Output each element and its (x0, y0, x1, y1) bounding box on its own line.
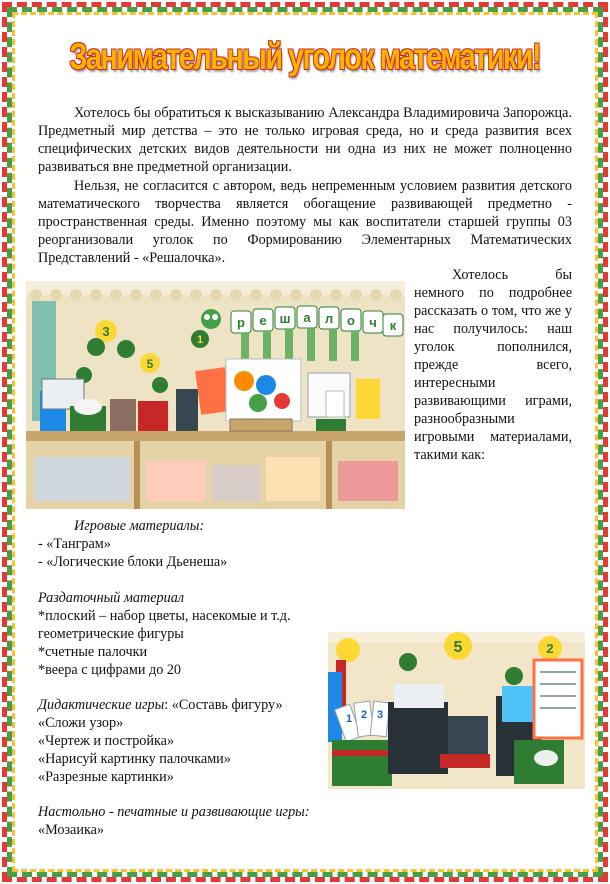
list-item: : «Составь фигуру» (164, 697, 283, 713)
banner-letter: ч (369, 315, 377, 330)
list-item: «Чертеж и постройка» (38, 733, 175, 749)
card-digit: 3 (377, 709, 384, 721)
board-games-heading: Настольно - печатные и развивающие игры: (38, 804, 310, 820)
list-item: *плоский – набор цветы, насекомые и т.д. (38, 608, 291, 624)
banner-letter: о (347, 313, 355, 328)
number-circle: 2 (546, 641, 554, 656)
banner-letter: а (303, 310, 311, 325)
didactic-heading: Дидактические игры (38, 697, 165, 713)
games-heading: Игровые материалы: (74, 518, 205, 534)
math-corner-photo (26, 281, 405, 509)
number-circle: 5 (146, 357, 154, 371)
games-boxes-illustration (328, 632, 585, 789)
card-digit: 1 (346, 713, 353, 725)
banner-letter: к (389, 318, 397, 333)
banner-letter: р (237, 315, 245, 330)
games-boxes-photo (328, 632, 585, 789)
list-item: геометрические фигуры (38, 626, 184, 642)
banner-letter: ш (279, 311, 291, 326)
banner-letter: л (324, 311, 334, 326)
board-games-list (38, 803, 310, 839)
page-title: Занимательный уголок математики! (69, 36, 541, 77)
banner-letter: е (259, 313, 267, 328)
handout-heading: Раздаточный материал (38, 590, 185, 606)
list-item: «Нарисуй картинку палочками» (38, 751, 231, 767)
intro-paragraph: Хотелось бы обратиться к высказыванию Александра Владимировича Запорожца. Предметный мир детства – это не только игровая среда, но и среда развития всех специфических детских видов деятельности ни одна из них не может полноценно развиваться вне предметной организации. (38, 105, 572, 175)
list-item: *веера с цифрами до 20 (38, 662, 182, 678)
second-paragraph: Нельзя, не согласится с автором, ведь непременным условием развития детского математического творчества является обогащение развивающей предметно - пространственная среды. Именно поэтому мы как воспитатели старшей группы 03 реорганизовали уголок по Формированию Элементарных Математических Представлений - «Решалочка». (38, 178, 572, 266)
math-corner-illustration (26, 281, 405, 509)
number-circle: 3 (102, 324, 110, 339)
list-item: «Сложи узор» (38, 715, 124, 731)
card-digit: 2 (361, 709, 368, 721)
list-item: - «Танграм» (38, 536, 111, 552)
list-item: *счетные палочки (38, 644, 148, 660)
didactic-list (38, 696, 283, 786)
handout-list (38, 589, 291, 679)
list-item: «Мозаика» (38, 822, 105, 838)
list-item: «Разрезные картинки» (38, 769, 174, 785)
list-item: - «Логические блоки Дьенеша» (38, 554, 228, 570)
games-list (38, 517, 227, 571)
number-circle: 1 (196, 334, 204, 346)
title-wrap (0, 36, 610, 78)
side-paragraph: Хотелось бы немного по подробнее рассказать о том, что же у нас получилось: наш уголок пополнился, прежде всего, интересными развивающими играми, разнообразными игровыми материалами, такими как: (414, 267, 572, 463)
number-circle: 5 (453, 639, 463, 656)
